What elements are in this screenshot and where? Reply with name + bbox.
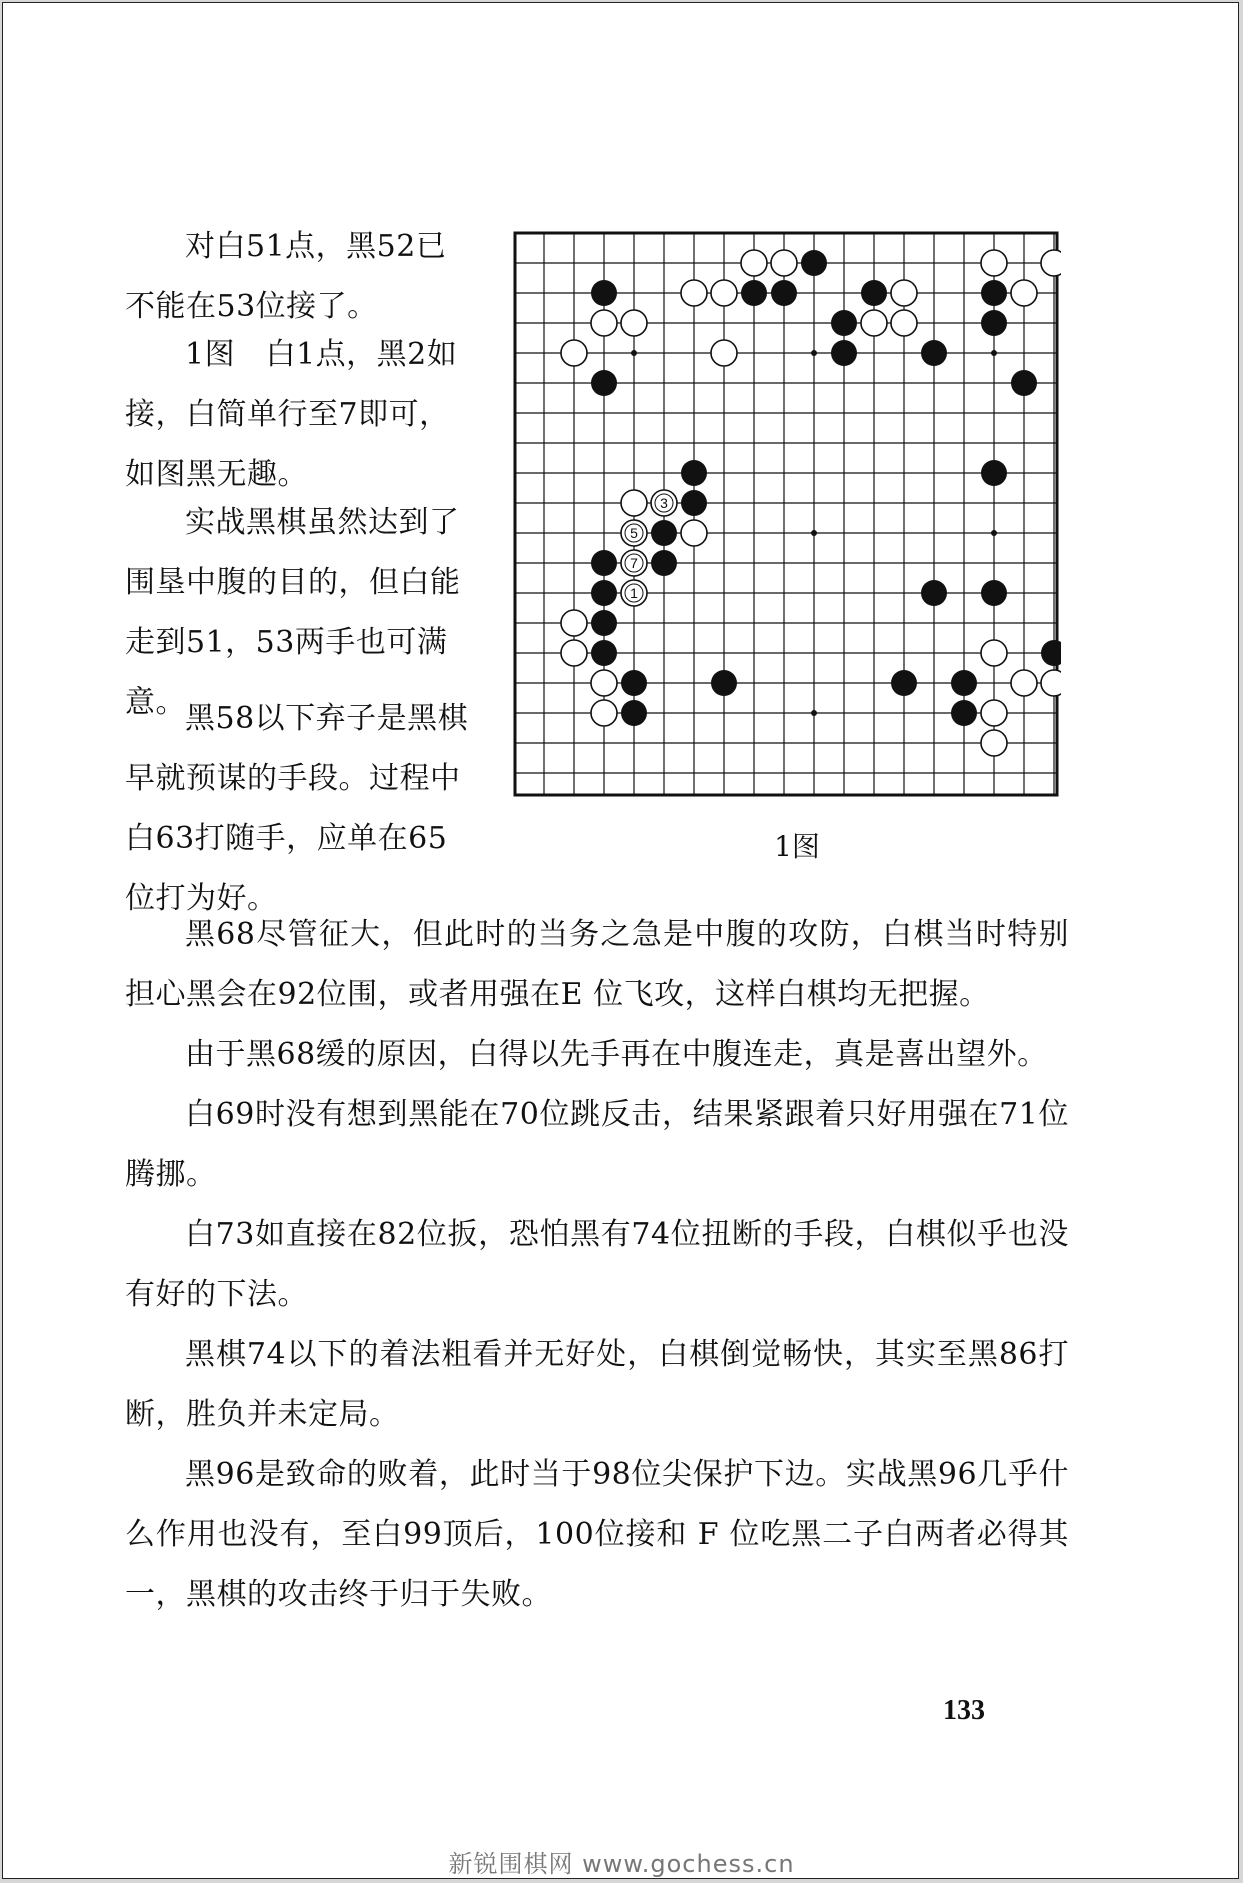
star-point — [991, 350, 997, 356]
black-stone — [741, 280, 767, 306]
white-stone — [891, 280, 917, 306]
white-stone — [981, 640, 1007, 666]
black-stone — [1041, 640, 1061, 666]
black-stone — [591, 580, 617, 606]
side-paragraph-4: 黑58以下弃子是黑棋早就预谋的手段。过程中 白63打随手，应单在65位打为好。 — [125, 701, 469, 916]
body-paragraph-6: 黑96是致命的败着，此时当于98位尖保护下边。实战黑96几乎什么作用也没有，至白99顶后，100位接和 F 位吃黑二子白两者必得其一，黑棋的攻击终于归于失败。 — [125, 1457, 1069, 1612]
black-stone — [981, 580, 1007, 606]
black-stone — [951, 670, 977, 696]
black-stone — [711, 670, 737, 696]
white-stone — [1011, 280, 1037, 306]
black-stone — [981, 310, 1007, 336]
black-stone — [591, 610, 617, 636]
stone-number: 7 — [630, 555, 638, 571]
black-stone — [621, 670, 647, 696]
black-stone — [681, 460, 707, 486]
black-stone — [771, 280, 797, 306]
white-stone — [981, 730, 1007, 756]
body-paragraph-5: 黑棋74以下的着法粗看并无好处，白棋倒觉畅快，其实至黑86打断，胜负并未定局。 — [125, 1337, 1069, 1432]
black-stone — [831, 340, 857, 366]
white-stone — [861, 310, 887, 336]
white-stone — [591, 310, 617, 336]
stone-number: 1 — [630, 585, 638, 601]
black-stone — [651, 550, 677, 576]
white-stone — [981, 250, 1007, 276]
stone-number: 5 — [630, 525, 638, 541]
black-stone — [591, 550, 617, 576]
white-stone — [891, 310, 917, 336]
black-stone — [831, 310, 857, 336]
white-stone — [1041, 670, 1061, 696]
star-point — [811, 710, 817, 716]
body-paragraph-2: 由于黑68缓的原因，白得以先手再在中腹连走，真是喜出望外。 — [185, 1037, 1048, 1072]
white-stone — [561, 610, 587, 636]
white-stone — [591, 700, 617, 726]
white-stone — [681, 280, 707, 306]
star-point — [811, 350, 817, 356]
diagram-caption: 1图 — [774, 830, 820, 863]
body-paragraph-4: 白73如直接在82位扳，恐怕黑有74位扭断的手段，白棋似乎也没有好的下法。 — [125, 1217, 1069, 1312]
black-stone — [951, 700, 977, 726]
white-stone — [681, 520, 707, 546]
body-paragraph-1: 黑68尽管征大，但此时的当务之急是中腹的攻防，白棋当时特别担心黑会在92位围，或者用强在E 位飞攻，这样白棋均无把握。 — [125, 917, 1069, 1012]
white-stone — [1041, 250, 1061, 276]
black-stone — [921, 580, 947, 606]
black-stone — [591, 370, 617, 396]
white-stone — [771, 250, 797, 276]
white-stone — [711, 280, 737, 306]
white-stone — [981, 700, 1007, 726]
black-stone — [651, 520, 677, 546]
white-stone — [621, 310, 647, 336]
black-stone — [861, 280, 887, 306]
book-page — [2, 2, 1239, 1879]
black-stone — [981, 280, 1007, 306]
star-point — [991, 530, 997, 536]
go-board — [511, 229, 1061, 799]
black-stone — [681, 490, 707, 516]
black-stone — [591, 280, 617, 306]
site-watermark: 新锐围棋网 www.gochess.cn — [448, 1850, 795, 1878]
stone-number: 3 — [660, 495, 668, 511]
side-paragraph-3: 实战黑棋虽然达到了围垦中腹的目的，但白能走到51，53两手也可满意。 — [125, 505, 461, 720]
side-paragraph-2: 1图 白1点，黑2如接，白简单行至7即可，如图黑无趣。 — [125, 337, 458, 492]
star-point — [811, 530, 817, 536]
black-stone — [621, 700, 647, 726]
page-number: 133 — [943, 1695, 985, 1726]
black-stone — [891, 670, 917, 696]
white-stone — [561, 340, 587, 366]
white-stone — [1011, 670, 1037, 696]
white-stone — [741, 250, 767, 276]
go-diagram — [511, 229, 1061, 799]
body-paragraph-3: 白69时没有想到黑能在70位跳反击，结果紧跟着只好用强在71位腾挪。 — [125, 1097, 1069, 1192]
white-stone — [561, 640, 587, 666]
star-point — [631, 350, 637, 356]
black-stone — [921, 340, 947, 366]
black-stone — [1011, 370, 1037, 396]
body-text — [125, 905, 1069, 1625]
black-stone — [591, 640, 617, 666]
white-stone — [621, 490, 647, 516]
black-stone — [801, 250, 827, 276]
side-paragraph-1: 对白51点，黑52已不能在53位接了。 — [125, 229, 447, 324]
white-stone — [711, 340, 737, 366]
black-stone — [981, 460, 1007, 486]
white-stone — [591, 670, 617, 696]
